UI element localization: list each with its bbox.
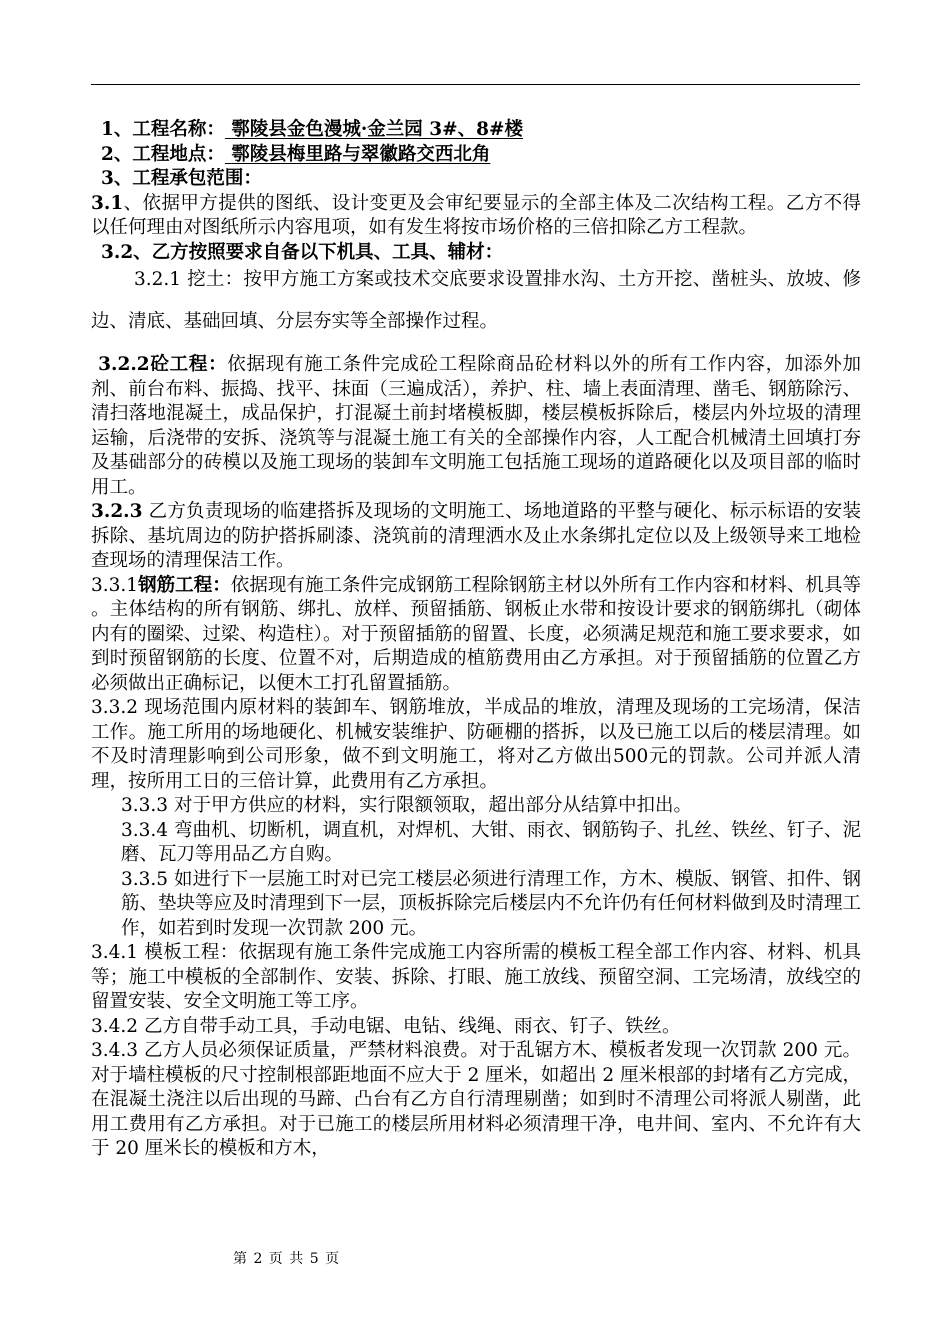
section-3-2-3-number: 3.2.3	[91, 501, 143, 522]
section-3-2-3	[91, 500, 861, 574]
section-3-3-3: 3.3.3 对于甲方供应的材料，实行限额领取，超出部分从结算中扣出。	[121, 795, 692, 816]
section-3-2-2-text: 依据现有施工条件完成砼工程除商品砼材料以外的所有工作内容，加添外加剂、前台布料、振捣、找平、抹面（三遍成活），养护、柱、墙上表面清理、凿毛、钢筋除污、清扫落地混凝土，成品保护，打混凝土前封堵模板脚，楼层模板拆除后，楼层内外垃圾的清理运输，后浇带的安拆、浇筑等与混凝土施工有关的全部操作内容，人工配合机械清土回填打夯及基础部分的砖模以及施工现场的装卸车文明施工包括施工现场的道路硬化以及项目部的临时用工。	[91, 354, 861, 498]
section-3-1	[91, 192, 861, 241]
page-footer: 第 2 页 共 5 页	[233, 1251, 341, 1267]
section-3-3-1-number: 3.3.1	[91, 574, 139, 596]
section-3-3-5: 3.3.5 如进行下一层施工时对已完工楼层必须进行清理工作，方木、模版、钢管、扣件、钢筋、垫块等应及时清理到下一层，顶板拆除完后楼层内不允许仍有任何材料做到及时清理工作，如若到时发现一次罚款 200 元。	[121, 868, 862, 939]
section-3-1-number: 3.1	[91, 192, 124, 214]
section-3-3-1-text: 依据现有施工条件完成钢筋工程除钢筋主材以外所有工作内容和材料、机具等 。主体结构的所有钢筋、绑扎、放样、预留插筋、钢板止水带和按设计要求的钢筋绑扎（砌体内有的圈梁、过梁、构造柱）。对于预留插筋的留置、长度，必须满足规范和施工要求要求，如到时预留钢筋的长度、位置不对，后期造成的植筋费用由乙方承担。对于预留插筋的位置乙方必须做出正确标记，以便木工打孔留置插筋。	[91, 574, 861, 694]
section-3-3-1-title: 钢筋工程：	[138, 574, 231, 596]
section-3-2-1: 3.2.1 挖土：按甲方施工方案或技术交底要求设置排水沟、土方开挖、凿桩头、放坡、修边、清底、基础回填、分层夯实等全部操作过程。	[91, 269, 861, 332]
section-3-4-2: 3.4.2 乙方自带手动工具，手动电锯、电钻、线绳、雨衣、钉子、铁丝。	[91, 1015, 681, 1037]
section-3-3-2: 3.3.2 现场范围内原材料的装卸车、钢筋堆放，半成品的堆放，清理及现场的工完场清，保洁工作。施工所用的场地硬化、机械安装维护、防砸棚的搭拆，以及已施工以后的楼层清理。如不及时清理影响到公司形象，做不到文明施工，将对乙方做出500元的罚款。公司并派人清理，按所用工日的三倍计算，此费用有乙方承担。	[91, 697, 861, 792]
section-3	[91, 167, 861, 192]
header-rule	[91, 84, 860, 85]
section-1-label: 1、工程名称：	[101, 119, 225, 140]
section-1	[91, 118, 861, 143]
section-3-4-3: 3.4.3 乙方人员必须保证质量，严禁材料浪费。对于乱锯方木、模板者发现一次罚款 200 元。对于墙柱模板的尺寸控制根部距地面不应大于 2 厘米，如超出 2 厘米根部的封堵有乙方完成，在混凝土浇注以后出现的马蹄、凸台有乙方自行清理剔凿；如到时不清理公司将派人剔凿，此用工费用有乙方承担。对于已施工的楼层所用材料必须清理干净，电井间、室内、不允许有大于 20 厘米长的模板和方木，	[91, 1040, 861, 1159]
section-1-value: 鄠陵县金色漫城·金兰园 3#、8#楼	[231, 119, 523, 140]
section-3-label: 3、工程承包范围：	[101, 168, 262, 189]
section-2-value: 鄠陵县梅里路与翠徽路交西北角	[231, 143, 491, 165]
section-3-2-2	[91, 353, 861, 500]
section-3-3-4: 3.3.4 弯曲机、切断机，调直机，对焊机、大钳、雨衣、钢筋钩子、扎丝、铁丝、钉子、泥磨、瓦刀等用品乙方自购。	[121, 819, 861, 865]
section-2-label: 2、工程地点：	[101, 143, 225, 165]
section-2	[91, 143, 861, 168]
section-3-2: 3.2、乙方按照要求自备以下机具、工具、辅材：	[101, 241, 504, 263]
section-3-4-1: 3.4.1 模板工程：依据现有施工条件完成施工内容所需的模板工程全部工作内容、材料、机具等；施工中模板的全部制作、安装、拆除、打眼、施工放线、预留空洞、工完场清，放线空的留置安装、安全文明施工等工序。	[91, 942, 861, 1012]
section-3-2-2-number: 3.2.2	[98, 354, 150, 375]
section-3-2-3-text: 乙方负责现场的临建搭拆及现场的文明施工、场地道路的平整与硬化、标示标语的安装拆除、基坑周边的防护搭拆刷漆、浇筑前的清理洒水及止水条绑扎定位以及上级领导来工地检查现场的清理保洁工作。	[91, 501, 861, 571]
section-3-2-2-title: 砼工程：	[149, 354, 228, 375]
document-body	[91, 118, 861, 1162]
section-3-1-text: 、依据甲方提供的图纸、设计变更及会审纪要显示的全部主体及二次结构工程。乙方不得以任何理由对图纸所示内容甩项，如有发生将按市场价格的三倍扣除乙方工程款。	[91, 192, 861, 238]
section-3-3-1	[91, 574, 861, 697]
